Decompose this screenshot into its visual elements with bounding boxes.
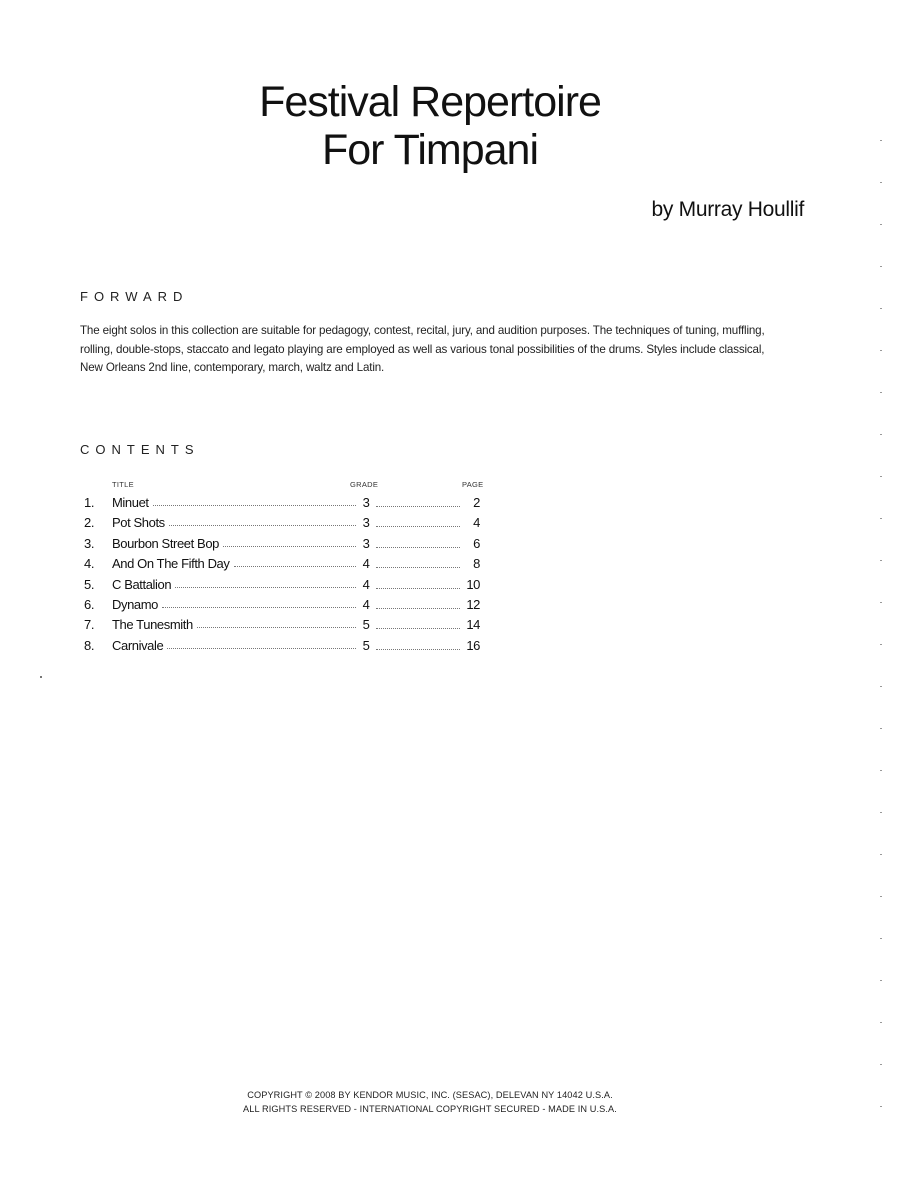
toc-entry-number: 3. xyxy=(84,535,95,551)
table-of-contents xyxy=(84,478,494,655)
toc-entry-number: 8. xyxy=(84,637,95,653)
toc-entry-grade: 5 xyxy=(362,637,370,653)
toc-entry xyxy=(84,533,494,553)
toc-entry xyxy=(84,512,494,532)
toc-entry-page: 14 xyxy=(466,617,480,633)
forward-heading: FORWARD xyxy=(80,289,189,304)
author-credit: by Murray Houllif xyxy=(651,198,804,221)
toc-entry-number: 4. xyxy=(84,556,95,572)
toc-entry-title-wrap xyxy=(112,536,356,551)
dot-leader xyxy=(162,607,356,608)
title-line-2: For Timpani xyxy=(321,126,538,174)
copyright-line-2: ALL RIGHTS RESERVED - INTERNATIONAL COPYRIGHT SECURED - MADE IN U.S.A. xyxy=(243,1104,617,1114)
toc-entry-number: 2. xyxy=(84,515,95,531)
toc-entry-title-wrap xyxy=(112,495,356,510)
dot-leader xyxy=(169,525,356,526)
toc-entry-grade: 3 xyxy=(362,495,370,510)
toc-entry-title: Carnivale xyxy=(112,637,164,653)
dot-leader xyxy=(376,649,460,650)
toc-entry-page: 2 xyxy=(473,495,480,510)
toc-entry xyxy=(84,594,494,614)
toc-entry-title-wrap xyxy=(112,638,356,653)
page-title xyxy=(0,78,860,174)
toc-entry-grade: 4 xyxy=(362,576,370,592)
dot-leader xyxy=(376,628,460,629)
toc-header xyxy=(84,478,494,492)
toc-entry xyxy=(84,635,494,655)
dot-leader xyxy=(376,588,460,589)
toc-entry-title: C Battalion xyxy=(112,576,172,592)
copyright-footer xyxy=(0,1088,860,1116)
toc-entry-page: 4 xyxy=(473,515,480,531)
toc-header-page: PAGE xyxy=(462,480,484,489)
toc-entry-title: The Tunesmith xyxy=(112,617,193,633)
copyright-line-1: COPYRIGHT © 2008 BY KENDOR MUSIC, INC. (SESAC), DELEVAN NY 14042 U.S.A. xyxy=(247,1090,613,1100)
toc-entry-title: Bourbon Street Bop xyxy=(112,535,219,551)
toc-entry-title-wrap xyxy=(112,515,356,530)
toc-entry-title: And On The Fifth Day xyxy=(112,556,230,572)
scan-speck xyxy=(40,676,42,678)
dot-leader xyxy=(167,648,356,649)
toc-entry-title: Minuet xyxy=(112,495,149,510)
toc-entry-grade: 3 xyxy=(362,515,370,531)
toc-entry-title-wrap xyxy=(112,577,356,592)
toc-entry-number: 1. xyxy=(84,495,95,510)
forward-paragraph: The eight solos in this collection are suitable for pedagogy, contest, recital, jury, and audition purposes. The techniques of tuning, muffling, rolling, double-stops, staccato and legato playing are employed as well as various tonal possibilities of the drums. Styles include classical, New Orleans 2nd line, contemporary, march, waltz and Latin. xyxy=(80,324,765,374)
toc-entry-grade: 3 xyxy=(362,535,370,551)
toc-entry-page: 12 xyxy=(466,596,480,612)
toc-entry xyxy=(84,574,494,594)
toc-entry-number: 5. xyxy=(84,576,95,592)
dot-leader xyxy=(234,566,357,567)
toc-entry-grade: 5 xyxy=(362,617,370,633)
toc-entry-number: 6. xyxy=(84,596,95,612)
contents-heading: CONTENTS xyxy=(80,442,200,457)
toc-entry-title-wrap xyxy=(112,597,356,612)
dot-leader xyxy=(197,627,356,628)
dot-leader xyxy=(223,546,356,547)
toc-entry-page: 8 xyxy=(473,556,480,572)
toc-entry-title: Dynamo xyxy=(112,596,159,612)
toc-header-grade: GRADE xyxy=(350,480,379,489)
toc-entry-title: Pot Shots xyxy=(112,515,165,531)
toc-rows xyxy=(84,492,494,655)
dot-leader xyxy=(376,506,460,507)
toc-entry-title-wrap xyxy=(112,556,356,571)
dot-leader xyxy=(376,547,460,548)
toc-entry-grade: 4 xyxy=(362,596,370,612)
dot-leader xyxy=(175,587,356,588)
page-edge-marks xyxy=(880,140,882,1140)
dot-leader xyxy=(153,505,356,506)
toc-entry-grade: 4 xyxy=(362,556,370,572)
dot-leader xyxy=(376,608,460,609)
toc-entry xyxy=(84,492,494,512)
toc-entry xyxy=(84,553,494,573)
toc-entry-number: 7. xyxy=(84,617,95,633)
toc-entry-title-wrap xyxy=(112,617,356,632)
toc-entry-page: 6 xyxy=(473,535,480,551)
dot-leader xyxy=(376,567,460,568)
toc-entry-page: 10 xyxy=(466,576,480,592)
toc-entry-page: 16 xyxy=(466,637,480,653)
title-line-1: Festival Repertoire xyxy=(259,78,601,126)
dot-leader xyxy=(376,526,460,527)
toc-header-title: TITLE xyxy=(112,480,134,489)
toc-entry xyxy=(84,614,494,634)
